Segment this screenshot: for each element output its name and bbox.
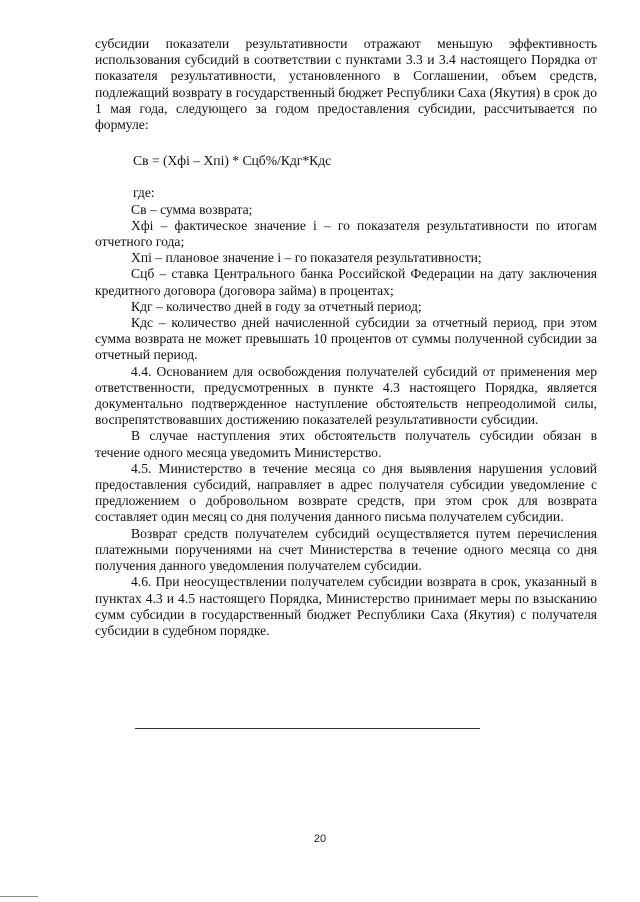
section-4-4: 4.4. Основанием для освобождения получателей субсидий от применения мер ответственности, предусмотренных в пункте 4.3 настоящего Порядка, является документально подтвержденное наступление обстоятельств непреодолимой силы, воспрепятствовавших достижению показателей результативности субсидии.	[95, 363, 597, 428]
definition-item: Хпi – плановое значение i – го показателя результативности;	[131, 250, 482, 266]
section-4-5: 4.5. Министерство в течение месяца со дня выявления нарушения условий предоставления субсидий, направляет в адрес получателя субсидии уведомление с предложением о добровольном возврате средств, при этом срок для возврата составляет один месяц со дня получения данного письма получателем субсидии.	[95, 460, 597, 525]
definition-item: Хфi – фактическое значение i – го показателя результативности по итогам отчетного года;	[95, 217, 597, 250]
definition-item: Св – сумма возврата;	[131, 201, 253, 217]
intro-paragraph: субсидии показатели результативности отражают меньшую эффективность использования субсидий в соответствии с пунктами 3.3 и 3.4 настоящего Порядка от показателя результативности, установленного в Соглашении, объем средств, подлежащий возврату в государственный бюджет Республики Саха (Якутия) в срок до 1 мая года, следующего за годом предоставления субсидии, рассчитывается по формуле:	[95, 36, 597, 133]
end-divider	[135, 728, 480, 729]
document-page	[95, 36, 597, 639]
section-4-6: 4.6. При неосуществлении получателем субсидии возврата в срок, указанный в пунктах 4.3 и 4.5 настоящего Порядка, Министерство принимает меры по взысканию сумм субсидии в государственный бюджет Республики Саха (Якутия) с получателя субсидии в судебном порядке.	[95, 574, 597, 638]
definition-item: Сцб – ставка Центрального банка Российской Федерации на дату заключения кредитного договора (договора займа) в процентах;	[95, 266, 597, 298]
where-label: где:	[133, 185, 155, 201]
formula: Св = (Хфi – Хпi) * Сцб%/Кдг*Кдс	[133, 153, 332, 169]
scan-edge-mark	[0, 896, 38, 897]
page-number: 20	[313, 833, 327, 845]
section-4-4-notice: В случае наступления этих обстоятельств получатель субсидии обязан в течение одного месяца уведомить Министерство.	[95, 428, 597, 460]
section-4-5-refund: Возврат средств получателем субсидий осуществляется путем перечисления платежными поручениями на счет Министерства в течение одного месяца со дня получения данного уведомления получателем субсидии.	[95, 525, 597, 574]
definition-item: Кдг – количество дней в году за отчетный период;	[131, 298, 422, 314]
definition-item: Кдс – количество дней начисленной субсидии за отчетный период, при этом сумма возврата не может превышать 10 процентов от суммы полученной субсидии за отчетный период.	[95, 315, 597, 363]
